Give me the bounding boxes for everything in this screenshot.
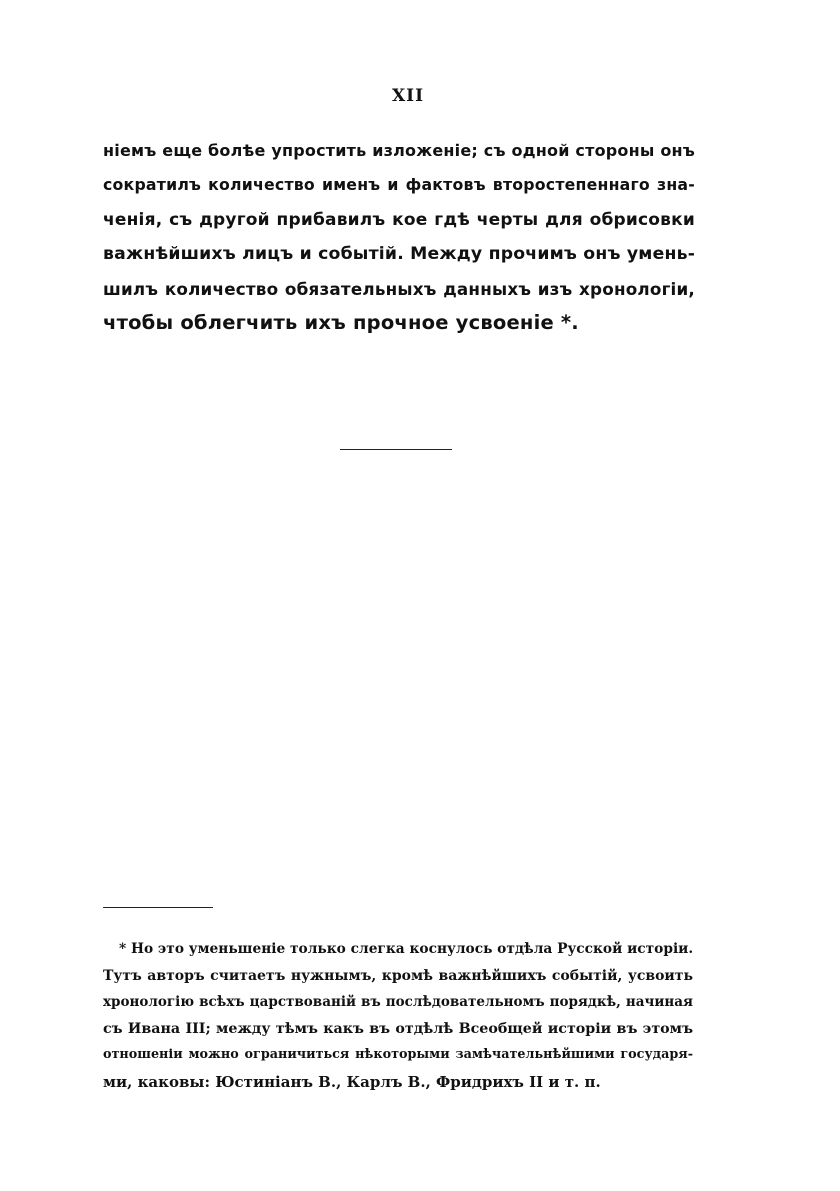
- section-divider: [340, 449, 452, 450]
- main-text-line: ченія, съ другой прибавилъ кое гдѣ черты для обрисовки: [103, 209, 695, 230]
- main-text-line: ніемъ еще болѣе упростить изложеніе; съ одной стороны онъ: [103, 141, 695, 160]
- main-text-line: сократилъ количество именъ и фактовъ второстепеннаго зна-: [103, 175, 695, 195]
- footnote-separator: [103, 907, 213, 908]
- page-number: XII: [391, 86, 425, 106]
- footnote-line: ми, каковы: Юстиніанъ В., Карлъ В., Фридрихъ II и т. п.: [103, 1072, 601, 1091]
- footnote-block: [103, 936, 693, 1096]
- footnote-line: отношеніи можно ограничиться нѣкоторыми замѣчательнѣйшими государя-: [103, 1047, 693, 1063]
- main-text-line: важнѣйшихъ лицъ и событій. Между прочимъ онъ умень-: [103, 244, 696, 265]
- main-text-line: чтобы облегчить ихъ прочное усвоеніе *.: [103, 310, 579, 334]
- main-text-block: [103, 134, 695, 340]
- footnote-line: съ Ивана III; между тѣмъ какъ въ отдѣлѣ Всеобщей исторіи въ этомъ: [103, 1020, 693, 1037]
- footnote-line: хронологію всѣхъ царствованій въ послѣдовательномъ порядкѣ, начиная: [103, 994, 693, 1011]
- footnote-line: Тутъ авторъ считаетъ нужнымъ, кромѣ важнѣйшихъ событій, усвоить: [103, 967, 693, 984]
- footnote-line: * Но это уменьшеніе только слегка коснулось отдѣла Русской исторіи.: [119, 941, 694, 957]
- main-text-line: шилъ количество обязательныхъ данныхъ изъ хронологіи,: [103, 278, 695, 299]
